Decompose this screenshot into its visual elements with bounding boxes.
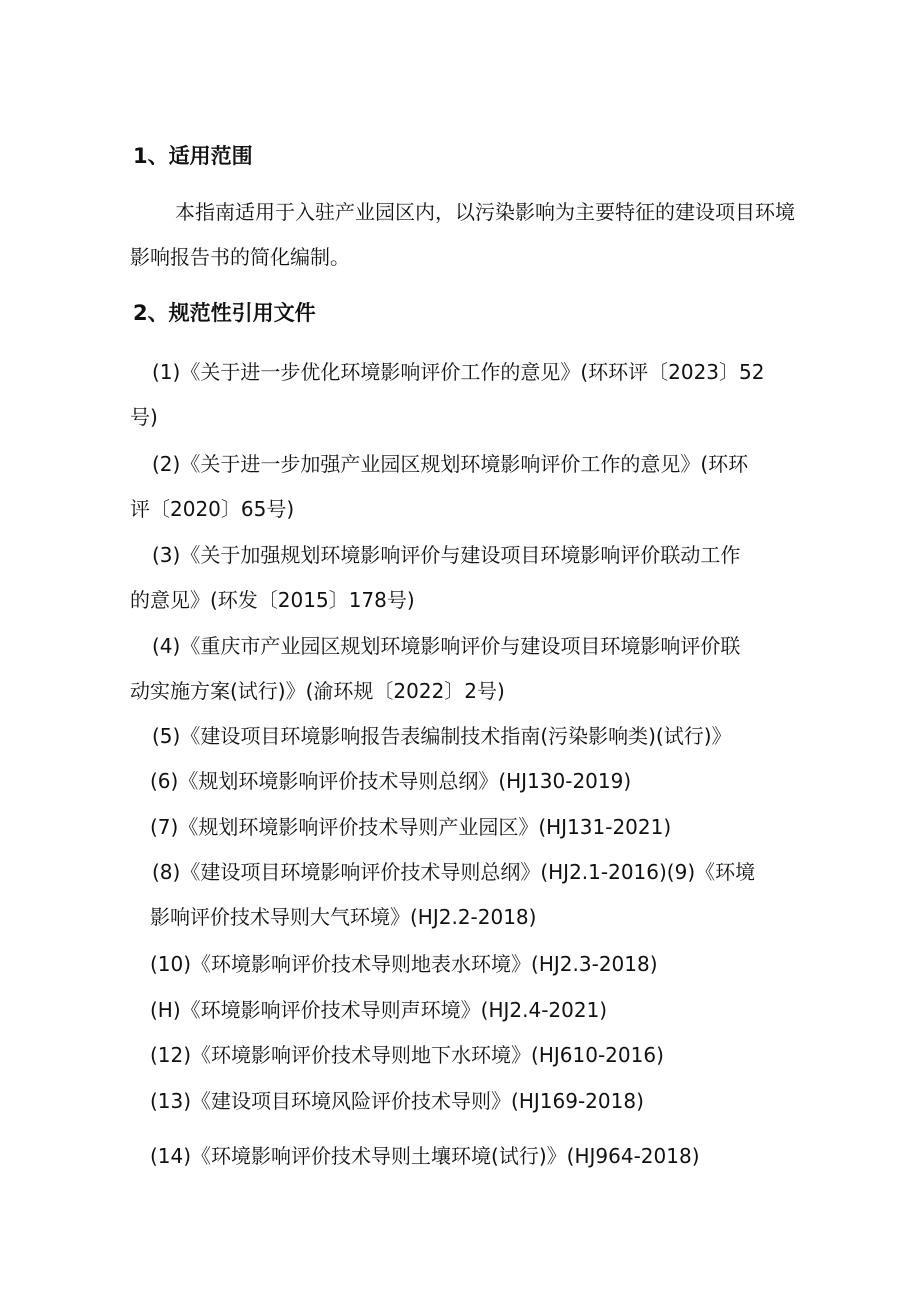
reference-1-line-2: 号) xyxy=(130,405,158,429)
reference-8-line-2: 影响评价技术导则大气环境》(HJ2.2-2018) xyxy=(150,905,537,929)
reference-4-line-1: (4)《重庆市产业园区规划环境影响评价与建设项目环境影响评价联 xyxy=(152,634,741,658)
reference-10: (10)《环境影响评价技术导则地表水环境》(HJ2.3-2018) xyxy=(150,952,658,976)
reference-3-line-1: (3)《关于加强规划环境影响评价与建设项目环境影响评价联动工作 xyxy=(152,543,741,567)
reference-11: (H)《环境影响评价技术导则声环境》(HJ2.4-2021) xyxy=(150,998,608,1022)
section-2-heading: 2、规范性引用文件 xyxy=(133,301,316,325)
reference-4-line-2: 动实施方案(试行)》(渝环规〔2022〕2号) xyxy=(130,679,505,703)
reference-1-line-1: (1)《关于进一步优化环境影响评价工作的意见》(环环评〔2023〕52 xyxy=(152,360,765,384)
reference-7: (7)《规划环境影响评价技术导则产业园区》(HJ131-2021) xyxy=(150,815,672,839)
reference-8-line-1: (8)《建设项目环境影响评价技术导则总纲》(HJ2.1-2016)(9)《环境 xyxy=(152,860,756,884)
reference-13: (13)《建设项目环境风险评价技术导则》(HJ169-2018) xyxy=(150,1089,644,1113)
reference-12: (12)《环境影响评价技术导则地下水环境》(HJ610-2016) xyxy=(150,1043,664,1067)
reference-14: (14)《环境影响评价技术导则土壤环境(试行)》(HJ964-2018) xyxy=(150,1144,700,1168)
section-1-body: 本指南适用于入驻产业园区内，以污染影响为主要特征的建设项目环境影响报告书的简化编制。 xyxy=(130,200,795,269)
reference-3-line-2: 的意见》(环发〔2015〕178号) xyxy=(130,588,415,612)
reference-5: (5)《建设项目环境影响报告表编制技术指南(污染影响类)(试行)》 xyxy=(152,724,732,748)
section-1-heading: 1、适用范围 xyxy=(133,144,253,168)
reference-6: (6)《规划环境影响评价技术导则总纲》(HJ130-2019) xyxy=(150,769,632,793)
reference-2-line-1: (2)《关于进一步加强产业园区规划环境影响评价工作的意见》(环环 xyxy=(152,452,749,476)
reference-2-line-2: 评〔2020〕65号) xyxy=(130,497,295,521)
